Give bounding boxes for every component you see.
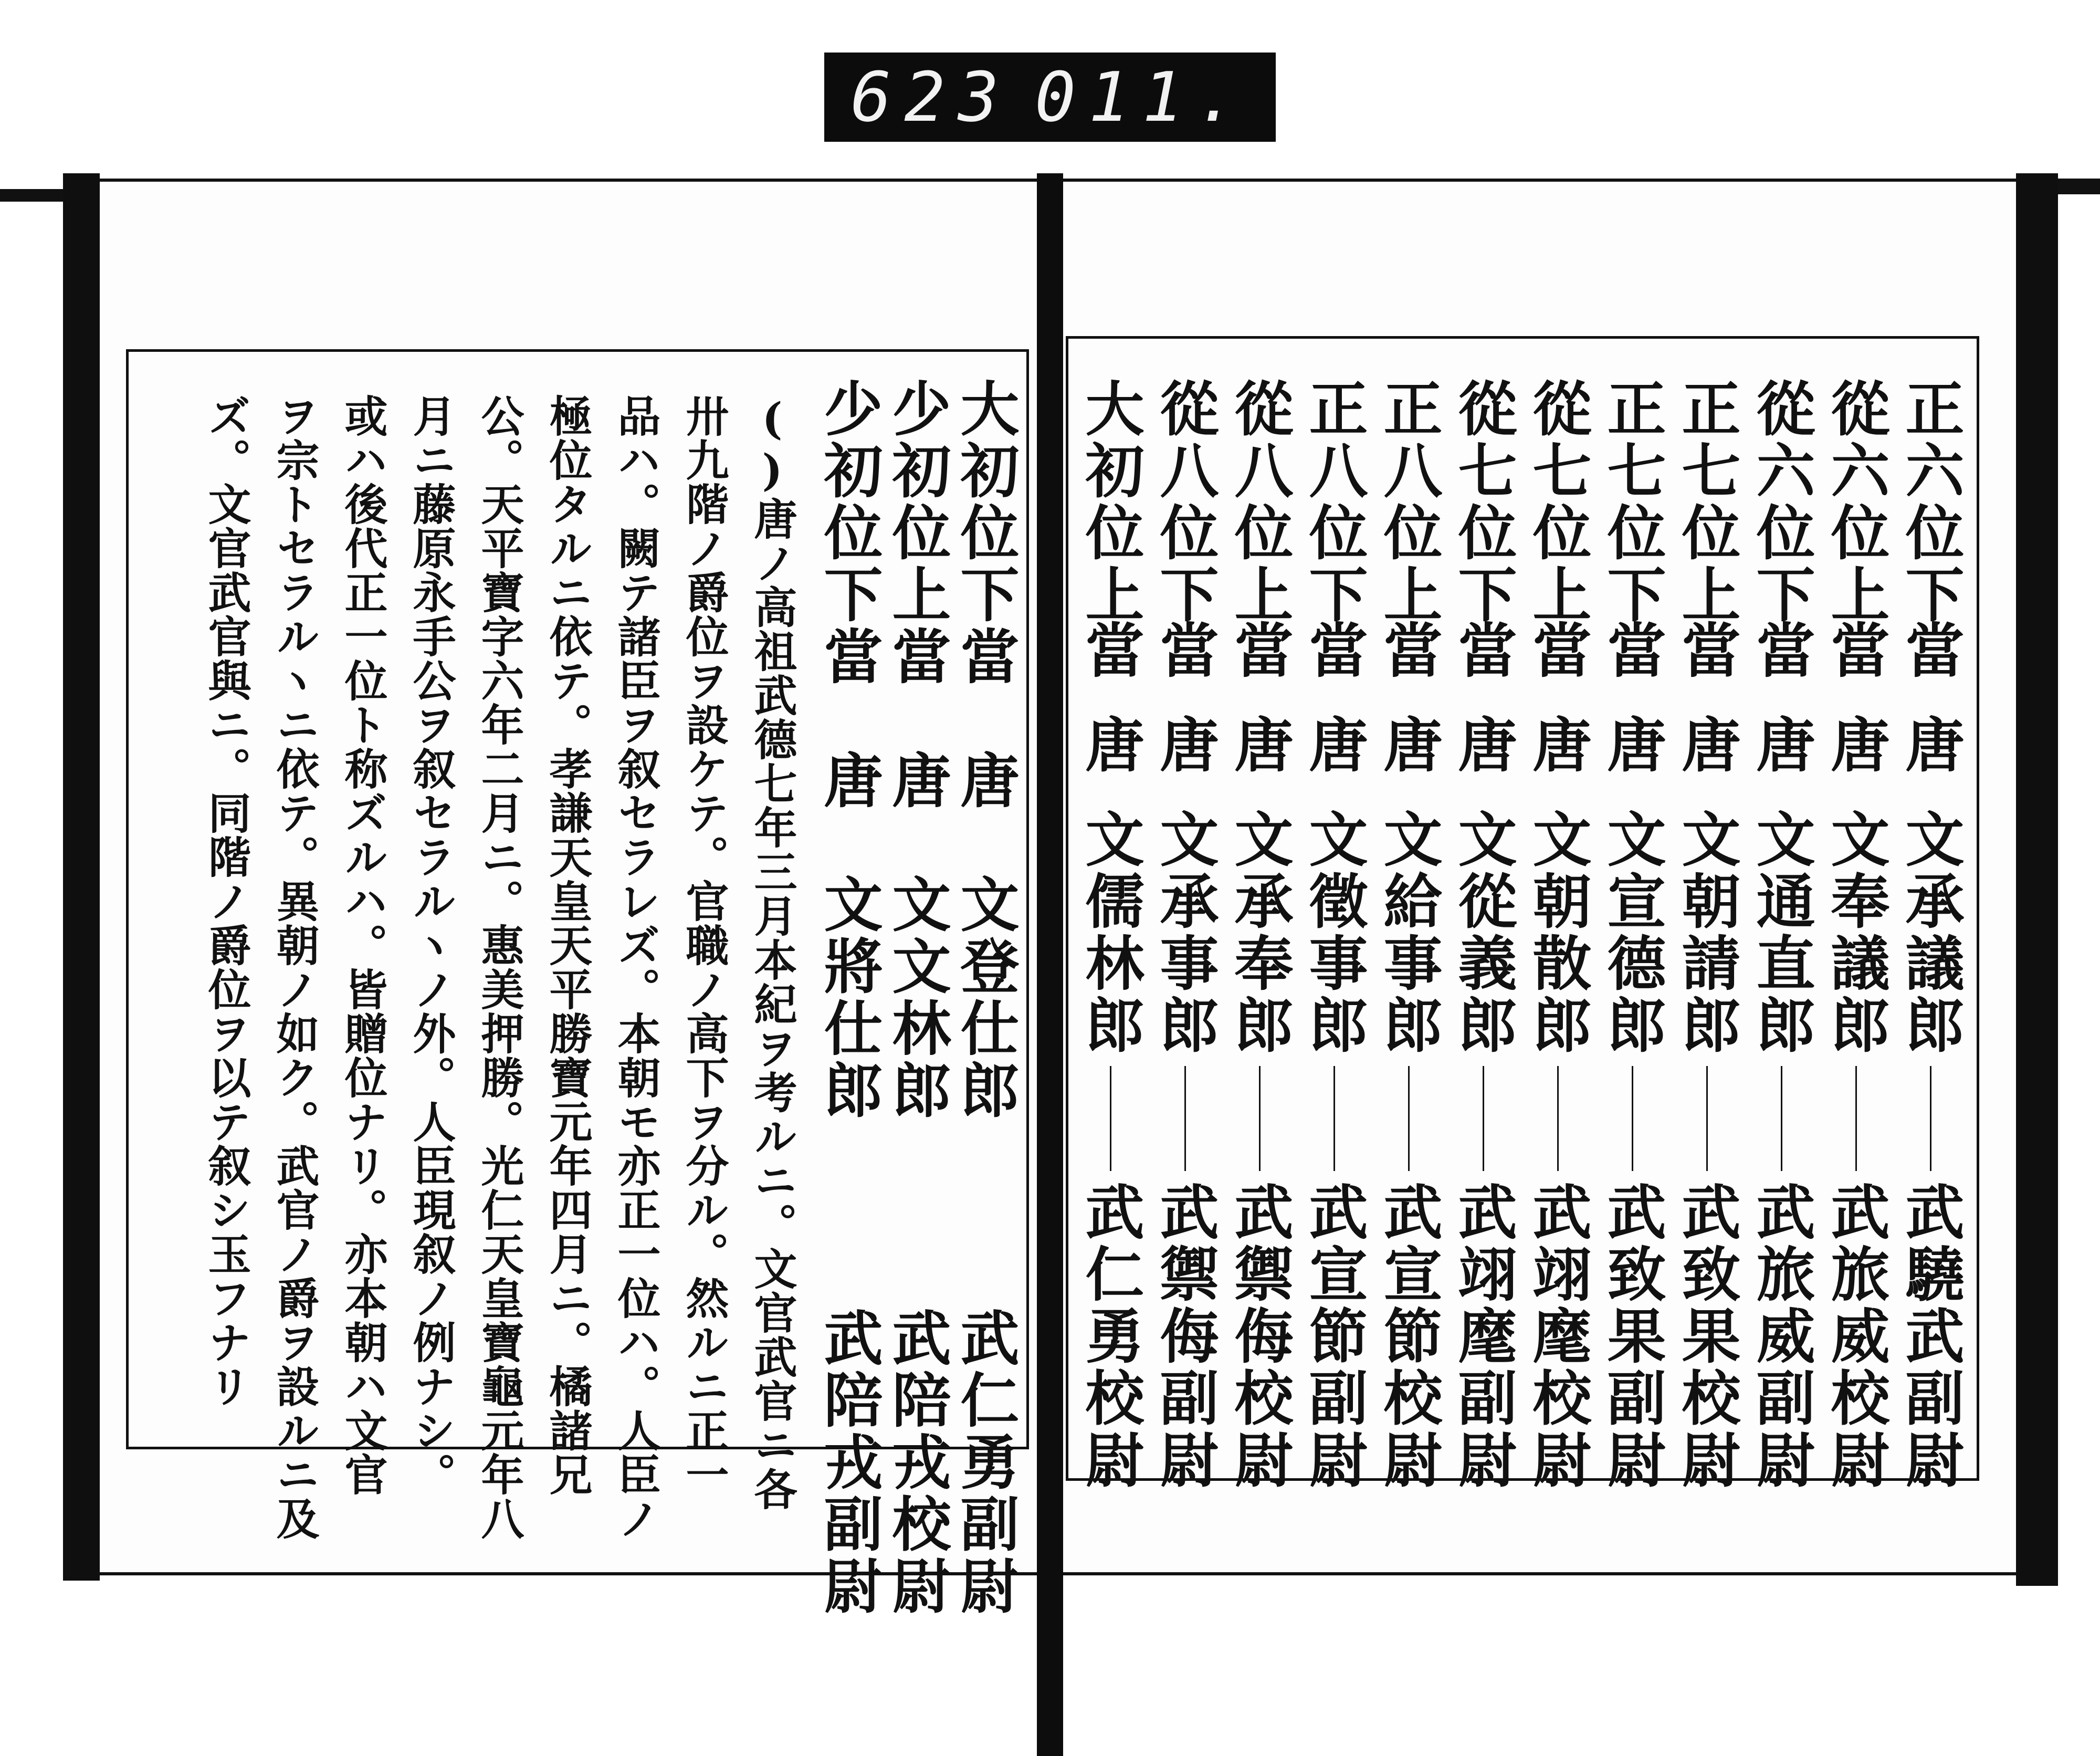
- connector-rule: [1110, 1066, 1111, 1171]
- tang-label: 唐: [1747, 714, 1815, 776]
- text-column: 大初位下當 唐 文登仕郎 武仁勇副尉: [951, 378, 1020, 1617]
- civil-title: 文從義郎: [1448, 809, 1517, 1057]
- tang-label: 唐: [1672, 714, 1741, 776]
- military-title: 武宣節副尉: [1299, 1182, 1368, 1491]
- dang-mark: 當: [1448, 620, 1517, 682]
- dang-mark: 當: [1076, 620, 1144, 682]
- rank-label: 從六位下: [1747, 378, 1815, 626]
- connector-rule: [1632, 1066, 1633, 1171]
- connector-rule: [1259, 1066, 1261, 1171]
- tang-label: 唐: [1896, 714, 1965, 776]
- civil-title: 文儒林郎: [1076, 809, 1144, 1057]
- civil-title: 文朝散郎: [1523, 809, 1592, 1057]
- rank-label: 正八位上: [1374, 378, 1443, 626]
- book-spine-right: [2016, 173, 2058, 1586]
- text-column: 少初位下當 唐 文將仕郎 武陪戎副尉: [814, 378, 883, 1617]
- dang-mark: 當: [1896, 620, 1965, 682]
- connector-rule: [1781, 1066, 1782, 1171]
- text-column: ズ。文官武官與ニ。同階ノ爵位ヲ以テ叙シ玉フナリ: [201, 394, 251, 1408]
- connector-rule: [1408, 1066, 1410, 1171]
- civil-title: 文承議郎: [1896, 809, 1965, 1057]
- tang-label: 唐: [1076, 714, 1144, 776]
- connector-rule: [1334, 1066, 1335, 1171]
- dang-mark: 當: [1747, 620, 1815, 682]
- text-column: 月ニ藤原永手公ヲ叙セラルヽノ外。人臣現叙ノ例ナシ。: [406, 394, 456, 1497]
- dang-mark: 當: [1672, 620, 1741, 682]
- military-title: 武翊麾校尉: [1523, 1182, 1592, 1491]
- rank-label: 正八位下: [1299, 378, 1368, 626]
- rank-label: 從八位上: [1225, 378, 1294, 626]
- connector-rule: [1184, 1066, 1186, 1171]
- civil-title: 文給事郎: [1374, 809, 1443, 1057]
- civil-title: 文通直郎: [1747, 809, 1815, 1057]
- civil-title: 文奉議郎: [1821, 809, 1890, 1057]
- text-column: 品ハ。闕テ諸臣ヲ叙セラレズ。本朝モ亦正一位ハ。人臣ノ: [611, 394, 661, 1541]
- connector-rule: [1930, 1066, 1931, 1171]
- frame-number-right: 011.: [1034, 57, 1250, 137]
- tang-label: 唐: [1448, 714, 1517, 776]
- rank-label: 從八位下: [1150, 378, 1219, 626]
- military-title: 武致果副尉: [1598, 1182, 1666, 1491]
- text-column: ヲ宗トセラルヽニ依テ。異朝ノ如ク。武官ノ爵ヲ設ルニ及: [269, 394, 320, 1541]
- civil-title: 文徵事郎: [1299, 809, 1368, 1057]
- civil-title: 文宣德郎: [1598, 809, 1666, 1057]
- dang-mark: 當: [1523, 620, 1592, 682]
- military-title: 武仁勇校尉: [1076, 1182, 1144, 1491]
- connector-rule: [1706, 1066, 1708, 1171]
- dang-mark: 當: [1150, 620, 1219, 682]
- tang-label: 唐: [1374, 714, 1443, 776]
- military-title: 武驍武副尉: [1896, 1182, 1965, 1491]
- text-column: 極位タルニ依テ。孝謙天皇天平勝寶元年四月ニ。橘諸兄: [542, 394, 593, 1497]
- military-title: 武旅威校尉: [1821, 1182, 1890, 1491]
- text-column: 或ハ後代正一位ト称ズルハ。皆贈位ナリ。亦本朝ハ文官: [338, 394, 388, 1497]
- rank-label: 正七位下: [1598, 378, 1666, 626]
- military-title: 武翊麾副尉: [1448, 1182, 1517, 1491]
- tang-label: 唐: [1299, 714, 1368, 776]
- dang-mark: 當: [1598, 620, 1666, 682]
- text-column: 公。天平寶字六年二月ニ。惠美押勝。光仁天皇寶龜元年八: [474, 394, 524, 1541]
- rank-label: 正六位下: [1896, 378, 1965, 626]
- text-column: 少初位上當 唐 文文林郎 武陪戎校尉: [883, 378, 951, 1617]
- dang-mark: 當: [1374, 620, 1443, 682]
- tang-label: 唐: [1821, 714, 1890, 776]
- tang-label: 唐: [1150, 714, 1219, 776]
- text-column: 卅九階ノ爵位ヲ設ケテ。官職ノ高下ヲ分ル。然ルニ正一: [679, 394, 729, 1497]
- film-frame-label: [824, 53, 1276, 142]
- dang-mark: 當: [1821, 620, 1890, 682]
- military-title: 武宣節校尉: [1374, 1182, 1443, 1491]
- connector-rule: [1855, 1066, 1857, 1171]
- rank-label: 大初位上: [1076, 378, 1144, 626]
- connector-rule: [1483, 1066, 1484, 1171]
- civil-title: 文朝請郎: [1672, 809, 1741, 1057]
- military-title: 武致果校尉: [1672, 1182, 1741, 1491]
- text-column: ()唐ノ高祖武德七年三月本紀ヲ考ルニ。文官武官ニ各: [747, 394, 797, 1511]
- civil-title: 文承奉郎: [1225, 809, 1294, 1057]
- rank-label: 從六位上: [1821, 378, 1890, 626]
- rank-label: 從七位上: [1523, 378, 1592, 626]
- rank-label: 正七位上: [1672, 378, 1741, 626]
- civil-title: 文承事郎: [1150, 809, 1219, 1057]
- military-title: 武旅威副尉: [1747, 1182, 1815, 1491]
- frame-number-left: 623: [850, 57, 1012, 137]
- tang-label: 唐: [1225, 714, 1294, 776]
- tang-label: 唐: [1598, 714, 1666, 776]
- dang-mark: 當: [1225, 620, 1294, 682]
- tang-label: 唐: [1523, 714, 1592, 776]
- book-spine-left: [63, 173, 100, 1581]
- rank-label: 從七位下: [1448, 378, 1517, 626]
- dang-mark: 當: [1299, 620, 1368, 682]
- book-gutter: [1037, 173, 1063, 1756]
- connector-rule: [1557, 1066, 1559, 1171]
- military-title: 武禦侮副尉: [1150, 1182, 1219, 1491]
- military-title: 武禦侮校尉: [1225, 1182, 1294, 1491]
